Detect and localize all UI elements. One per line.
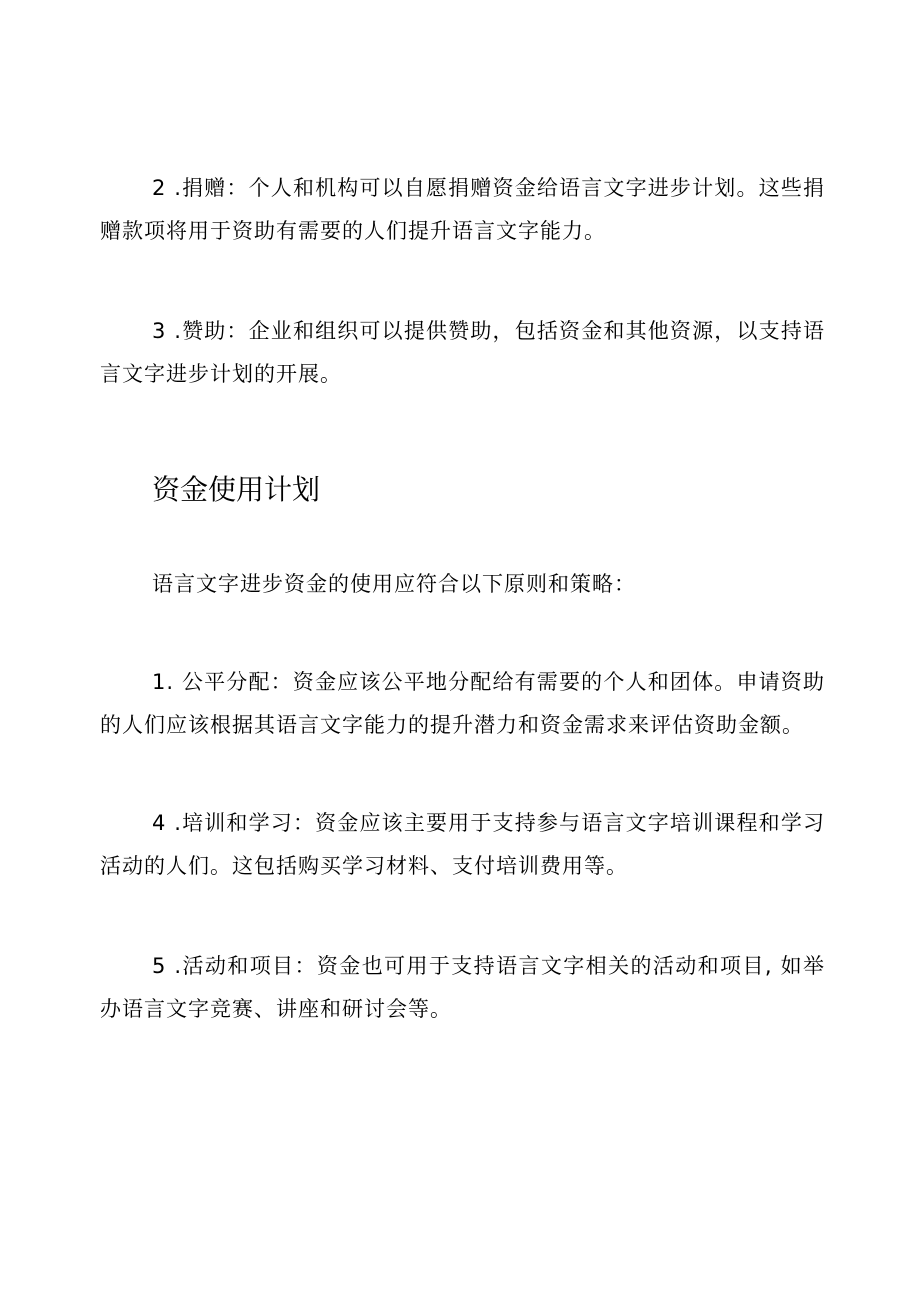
paragraph-sponsorship: 3 .赞助：企业和组织可以提供赞助，包括资金和其他资源，以支持语言文字进步计划的开展。 bbox=[100, 319, 825, 386]
list-item-activities: 5 .活动和项目：资金也可用于支持语言文字相关的活动和项目, 如举办语言文字竞赛、讲座和研讨会等。 bbox=[100, 954, 825, 1021]
paragraph-donation: 2 .捐赠：个人和机构可以自愿捐赠资金给语言文字进步计划。这些捐赠款项将用于资助有需要的人们提升语言文字能力。 bbox=[100, 176, 825, 243]
list-item-training: 4 .培训和学习：资金应该主要用于支持参与语言文字培训课程和学习活动的人们。这包括购买学习材料、支付培训费用等。 bbox=[100, 811, 825, 878]
section-heading: 资金使用计划 bbox=[152, 473, 321, 506]
paragraph-intro: 语言文字进步资金的使用应符合以下原则和策略： bbox=[152, 572, 636, 596]
list-item-fair-allocation: 1. 公平分配：资金应该公平地分配给有需要的个人和团体。申请资助的人们应该根据其语言文字能力的提升潜力和资金需求来评估资助金额。 bbox=[100, 670, 825, 737]
